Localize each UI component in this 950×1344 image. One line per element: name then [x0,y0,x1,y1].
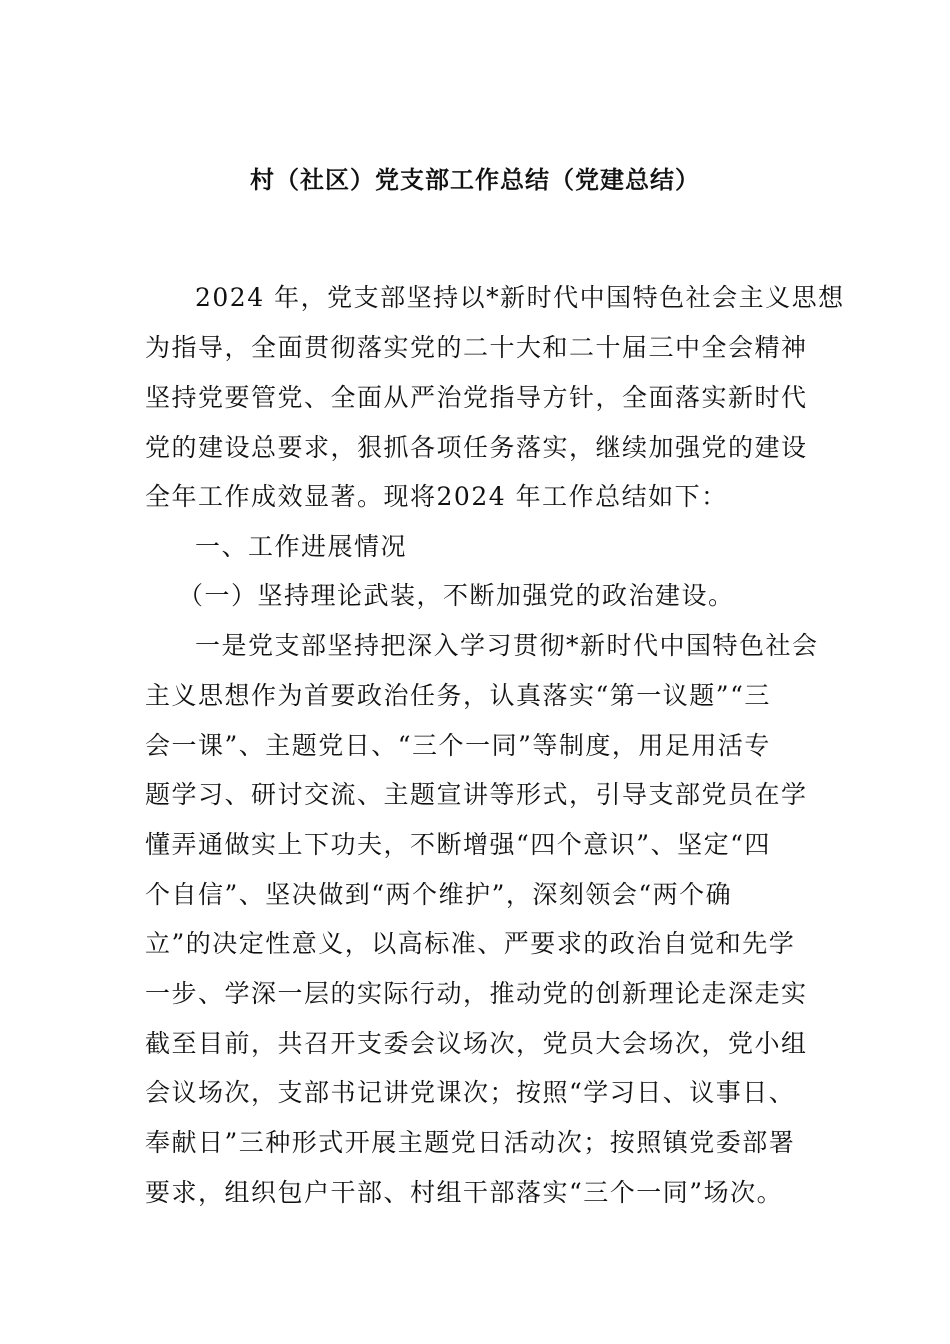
paragraph-line: 全年工作成效显著。现将2024 年工作总结如下： [145,482,728,511]
paragraph-line: 奉献日”三种形式开展主题党日活动次；按照镇党委部署 [145,1128,796,1157]
paragraph-line: 会议场次，支部书记讲党课次；按照“学习日、议事日、 [145,1078,796,1107]
paragraph-line: 党的建设总要求，狠抓各项任务落实，继续加强党的建设 [145,433,808,462]
subsection-heading: （一）坚持理论武装，不断加强党的政治建设。 [178,581,735,610]
paragraph-line: 一是党支部坚持把深入学习贯彻*新时代中国特色社会 [195,631,819,660]
paragraph-line: 2024 年，党支部坚持以*新时代中国特色社会主义思想 [195,283,845,312]
paragraph-line: 截至目前，共召开支委会议场次，党员大会场次，党小组 [145,1029,808,1058]
paragraph-line: 个自信”、坚决做到“两个维护”，深刻领会“两个确 [145,880,733,909]
paragraph-line: 懂弄通做实上下功夫，不断增强“四个意识”、坚定“四 [145,830,771,859]
document-title: 村（社区）党支部工作总结（党建总结） [250,165,700,194]
paragraph-line: 主义思想作为首要政治任务，认真落实“第一议题”“三 [145,681,771,710]
paragraph-line: 立”的决定性意义，以高标准、严要求的政治自觉和先学 [145,929,796,958]
paragraph-line: 要求，组织包户干部、村组干部落实“三个一同”场次。 [145,1178,784,1207]
paragraph-line: 一步、学深一层的实际行动，推动党的创新理论走深走实 [145,979,808,1008]
paragraph-line: 坚持党要管党、全面从严治党指导方针，全面落实新时代 [145,383,808,412]
paragraph-line: 为指导，全面贯彻落实党的二十大和二十届三中全会精神 [145,333,808,362]
section-heading: 一、工作进展情况 [195,532,408,561]
paragraph-line: 题学习、研讨交流、主题宣讲等形式，引导支部党员在学 [145,780,808,809]
paragraph-line: 会一课”、主题党日、“三个一同”等制度，用足用活专 [145,731,771,760]
